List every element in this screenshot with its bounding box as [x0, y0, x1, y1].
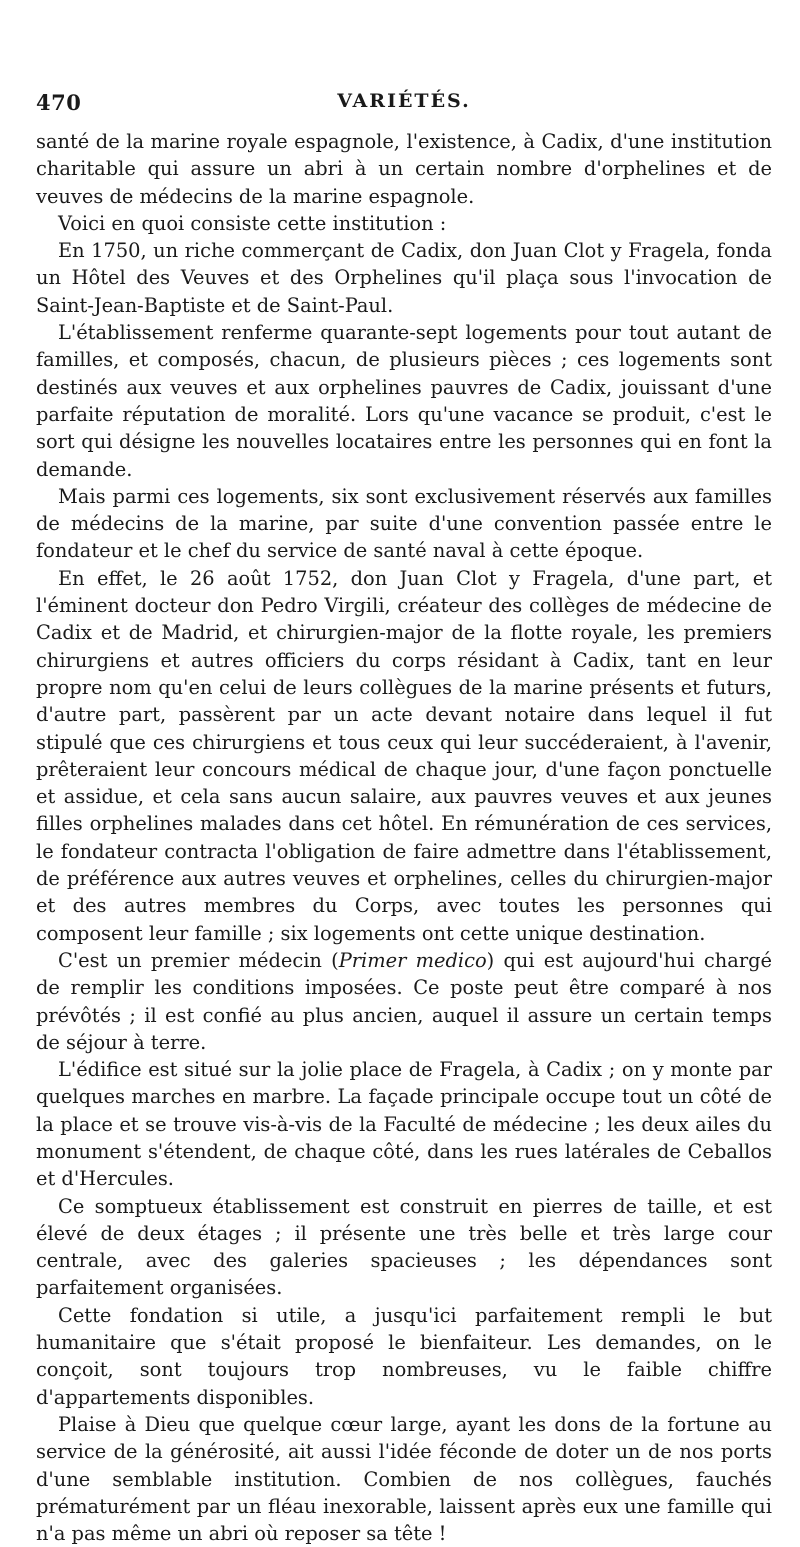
paragraph: Ce somptueux établissement est construit en pierres de taille, et est élevé de deux étages ; il présente une très belle et très large cour centrale, avec des galeries spacieuses ; les dépendances sont parfaitement organisées.	[36, 1194, 772, 1300]
page-number: 470	[36, 90, 82, 115]
running-head: VARIÉTÉS.	[337, 90, 471, 112]
paragraph: En effet, le 26 août 1752, don Juan Clot y Fragela, d'une part, et l'éminent docteur don Pedro Virgili, créateur des collèges de médecine de Cadix et de Madrid, et chirurgien-major de la flotte royale, les premiers chirurgiens et autres officiers du corps résidant à Cadix, tant en leur propre nom qu'en celui de leurs collègues de la marine présents et futurs, d'autre part, passèrent par un acte devant notaire dans lequel il fut stipulé que ces chirurgiens et tous ceux qui leur succéderaient, à l'avenir, prêteraient leur concours médical de chaque jour, d'une façon ponctuelle et assidue, et cela sans aucun salaire, aux pauvres veuves et aux jeunes filles orphelines malades dans cet hôtel. En rémunération de ces services, le fondateur contracta l'obligation de faire admettre dans l'établissement, de préférence aux autres veuves et orphelines, celles du chirurgien-major et des autres membres du Corps, avec toutes les personnes qui composent leur famille ; six logements ont cette unique destination.	[36, 566, 772, 945]
text-fragment: ) qui est aujourd'hui chargé de remplir les conditions imposées. Ce poste peut être comparé à nos prévôtés ; il est confié au plus ancien, auquel il assure un certain temps de séjour à terre.	[36, 948, 773, 1054]
paragraph: L'édifice est situé sur la jolie place de Fragela, à Cadix ; on y monte par quelques marches en marbre. La façade principale occupe tout un côté de la place et se trouve vis-à-vis de la Faculté de médecine ; les deux ailes du monument s'étendent, de chaque côté, dans les rues latérales de Ceballos et d'Hercules.	[36, 1058, 772, 1191]
paragraph: Plaise à Dieu que quelque cœur large, ayant les dons de la fortune au service de la générosité, ait aussi l'idée féconde de doter un de nos ports d'une semblable institution. Combien de nos collègues, fauchés prématurément par un fléau inexorable, laissent après eux une famille qui n'a pas même un abri où reposer sa tête !	[36, 1412, 772, 1546]
paragraph: Mais parmi ces logements, six sont exclusivement réservés aux familles de médecins de la marine, par suite d'une convention passée entre le fondateur et le chef du service de santé naval à cette époque.	[36, 484, 772, 563]
italic-term: Primer medico	[338, 948, 487, 972]
page-header	[36, 90, 772, 120]
text-fragment: C'est un premier médecin (	[58, 948, 339, 972]
paragraph: Voici en quoi consiste cette institution :	[58, 211, 447, 235]
paragraph: L'établissement renferme quarante-sept logements pour tout autant de familles, et composés, chacun, de plusieurs pièces ; ces logements sont destinés aux veuves et aux orphelines pauvres de Cadix, jouissant d'une parfaite réputation de moralité. Lors qu'une vacance se produit, c'est le sort qui désigne les nouvelles locataires entre les personnes qui en font la demande.	[36, 321, 772, 481]
paragraph-continuation: santé de la marine royale espagnole, l'existence, à Cadix, d'une institution charitable qui assure un abri à un certain nombre d'orphelines et de veuves de médecins de la marine espagnole.	[36, 130, 772, 208]
paragraph: En 1750, un riche commerçant de Cadix, don Juan Clot y Fragela, fonda un Hôtel des Veuves et des Orphelines qu'il plaça sous l'invocation de Saint-Jean-Baptiste et de Saint-Paul.	[36, 239, 772, 317]
paragraph-primer-medico	[36, 947, 772, 1056]
body-text	[36, 128, 772, 1547]
paragraph: Cette fondation si utile, a jusqu'ici parfaitement rempli le but humanitaire que s'était proposé le bienfaiteur. Les demandes, on le conçoit, sont toujours trop nombreuses, vu le faible chiffre d'appartements disponibles.	[36, 1303, 772, 1409]
